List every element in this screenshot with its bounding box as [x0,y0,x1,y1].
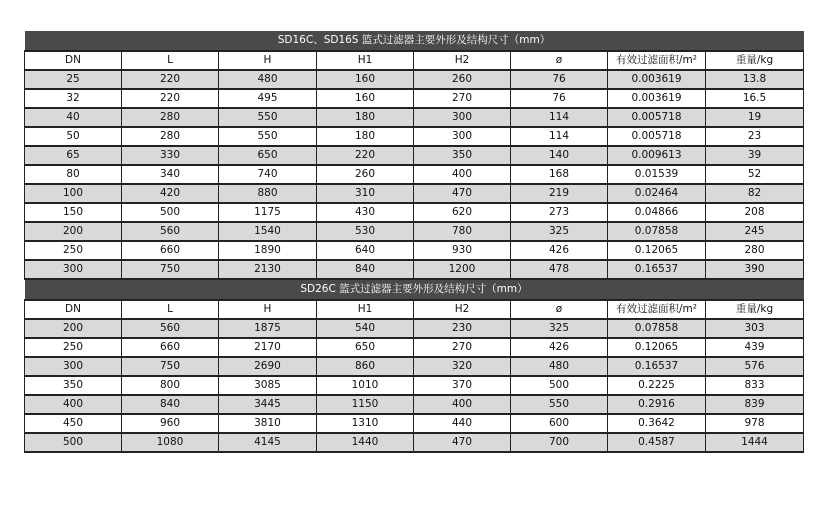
cell-h: 740 [219,165,317,184]
cell-weight: 1444 [706,433,804,452]
column-header-weight: 重量/kg [706,51,804,70]
cell-h1: 1310 [317,414,414,433]
cell-filter-area: 0.01539 [608,165,706,184]
cell-l: 220 [122,89,219,108]
cell-h2: 260 [414,70,511,89]
cell-l: 280 [122,127,219,146]
cell-dn: 300 [25,260,122,279]
cell-filter-area: 0.02464 [608,184,706,203]
column-header-dn: DN [25,51,122,70]
cell-l: 340 [122,165,219,184]
cell-diameter: 600 [511,414,608,433]
cell-l: 960 [122,414,219,433]
cell-filter-area: 0.4587 [608,433,706,452]
cell-diameter: 500 [511,376,608,395]
cell-h2: 930 [414,241,511,260]
cell-h: 550 [219,127,317,146]
cell-h2: 370 [414,376,511,395]
column-header-h2: H2 [414,300,511,319]
cell-h1: 160 [317,70,414,89]
cell-dn: 80 [25,165,122,184]
cell-dn: 150 [25,203,122,222]
cell-weight: 19 [706,108,804,127]
column-header-diameter: ø [511,300,608,319]
cell-l: 330 [122,146,219,165]
cell-diameter: 325 [511,222,608,241]
cell-h2: 350 [414,146,511,165]
cell-diameter: 76 [511,70,608,89]
cell-weight: 13.8 [706,70,804,89]
column-header-h: H [219,300,317,319]
cell-filter-area: 0.2916 [608,395,706,414]
column-header-h2: H2 [414,51,511,70]
table-row [25,395,804,414]
table-row [25,414,804,433]
cell-l: 660 [122,241,219,260]
cell-diameter: 76 [511,89,608,108]
table-row [25,222,804,241]
column-header-diameter: ø [511,51,608,70]
table-row [25,127,804,146]
cell-h: 550 [219,108,317,127]
table-row [25,376,804,395]
cell-h1: 530 [317,222,414,241]
cell-h2: 400 [414,165,511,184]
column-header-filter-area: 有效过滤面积/m² [608,51,706,70]
cell-weight: 208 [706,203,804,222]
header-row [25,51,804,70]
cell-l: 750 [122,357,219,376]
cell-h2: 780 [414,222,511,241]
cell-dn: 25 [25,70,122,89]
cell-h1: 860 [317,357,414,376]
cell-h2: 270 [414,338,511,357]
cell-h: 650 [219,146,317,165]
column-header-filter-area: 有效过滤面积/m² [608,300,706,319]
cell-filter-area: 0.12065 [608,338,706,357]
cell-diameter: 480 [511,357,608,376]
cell-weight: 52 [706,165,804,184]
cell-h1: 1010 [317,376,414,395]
cell-diameter: 114 [511,108,608,127]
cell-h1: 840 [317,260,414,279]
cell-diameter: 700 [511,433,608,452]
table-row [25,260,804,279]
cell-weight: 439 [706,338,804,357]
cell-weight: 82 [706,184,804,203]
cell-filter-area: 0.3642 [608,414,706,433]
cell-dn: 65 [25,146,122,165]
cell-filter-area: 0.12065 [608,241,706,260]
header-row [25,300,804,319]
table-row [25,165,804,184]
cell-h: 1875 [219,319,317,338]
table-row [25,184,804,203]
cell-h2: 230 [414,319,511,338]
table-title-row [25,279,804,300]
cell-filter-area: 0.07858 [608,319,706,338]
cell-weight: 576 [706,357,804,376]
cell-weight: 39 [706,146,804,165]
cell-weight: 16.5 [706,89,804,108]
cell-filter-area: 0.005718 [608,108,706,127]
table-row [25,70,804,89]
cell-h: 495 [219,89,317,108]
cell-l: 560 [122,222,219,241]
column-header-h: H [219,51,317,70]
column-header-weight: 重量/kg [706,300,804,319]
column-header-h1: H1 [317,51,414,70]
cell-h2: 300 [414,127,511,146]
table-row [25,241,804,260]
cell-dn: 200 [25,222,122,241]
cell-filter-area: 0.16537 [608,260,706,279]
table-row [25,357,804,376]
cell-diameter: 219 [511,184,608,203]
cell-diameter: 273 [511,203,608,222]
cell-filter-area: 0.07858 [608,222,706,241]
cell-filter-area: 0.005718 [608,127,706,146]
cell-h: 2170 [219,338,317,357]
cell-diameter: 140 [511,146,608,165]
cell-h2: 400 [414,395,511,414]
cell-h1: 180 [317,127,414,146]
cell-weight: 245 [706,222,804,241]
cell-h: 2130 [219,260,317,279]
cell-h2: 1200 [414,260,511,279]
dimension-table [24,31,804,453]
table-row [25,203,804,222]
cell-diameter: 168 [511,165,608,184]
cell-diameter: 325 [511,319,608,338]
table-title: SD16C、SD16S 篮式过滤器主要外形及结构尺寸（mm） [25,31,804,51]
cell-dn: 50 [25,127,122,146]
table-row [25,89,804,108]
cell-h: 4145 [219,433,317,452]
table-row [25,319,804,338]
cell-h: 3445 [219,395,317,414]
cell-h: 880 [219,184,317,203]
table-row [25,146,804,165]
cell-h: 3085 [219,376,317,395]
cell-filter-area: 0.003619 [608,70,706,89]
cell-h1: 640 [317,241,414,260]
cell-h2: 440 [414,414,511,433]
spec-tables [24,31,803,453]
column-header-dn: DN [25,300,122,319]
cell-h2: 620 [414,203,511,222]
cell-weight: 280 [706,241,804,260]
cell-dn: 450 [25,414,122,433]
table-row [25,108,804,127]
cell-h2: 300 [414,108,511,127]
cell-l: 750 [122,260,219,279]
cell-diameter: 114 [511,127,608,146]
table-row [25,338,804,357]
cell-diameter: 478 [511,260,608,279]
cell-dn: 500 [25,433,122,452]
table-row [25,433,804,452]
cell-dn: 300 [25,357,122,376]
cell-h: 1540 [219,222,317,241]
cell-h1: 1440 [317,433,414,452]
cell-h1: 180 [317,108,414,127]
cell-l: 840 [122,395,219,414]
cell-h2: 470 [414,184,511,203]
cell-l: 800 [122,376,219,395]
cell-h: 1175 [219,203,317,222]
cell-l: 660 [122,338,219,357]
cell-weight: 833 [706,376,804,395]
cell-h1: 160 [317,89,414,108]
table-title-row [25,31,804,51]
cell-h1: 430 [317,203,414,222]
cell-l: 1080 [122,433,219,452]
cell-dn: 100 [25,184,122,203]
cell-h2: 470 [414,433,511,452]
cell-filter-area: 0.16537 [608,357,706,376]
cell-dn: 400 [25,395,122,414]
column-header-l: L [122,300,219,319]
cell-weight: 839 [706,395,804,414]
cell-dn: 250 [25,241,122,260]
cell-dn: 40 [25,108,122,127]
column-header-l: L [122,51,219,70]
cell-dn: 200 [25,319,122,338]
cell-h1: 310 [317,184,414,203]
cell-dn: 250 [25,338,122,357]
cell-l: 280 [122,108,219,127]
cell-filter-area: 0.04866 [608,203,706,222]
cell-h: 1890 [219,241,317,260]
cell-diameter: 426 [511,241,608,260]
cell-filter-area: 0.003619 [608,89,706,108]
cell-h1: 540 [317,319,414,338]
cell-l: 500 [122,203,219,222]
cell-weight: 390 [706,260,804,279]
cell-diameter: 550 [511,395,608,414]
cell-weight: 978 [706,414,804,433]
dimension-table-body [25,31,804,452]
cell-filter-area: 0.009613 [608,146,706,165]
cell-h: 3810 [219,414,317,433]
cell-diameter: 426 [511,338,608,357]
cell-weight: 23 [706,127,804,146]
cell-h1: 1150 [317,395,414,414]
cell-h2: 320 [414,357,511,376]
cell-h1: 220 [317,146,414,165]
cell-filter-area: 0.2225 [608,376,706,395]
cell-h: 480 [219,70,317,89]
table-title: SD26C 篮式过滤器主要外形及结构尺寸（mm） [25,279,804,300]
cell-h: 2690 [219,357,317,376]
cell-dn: 350 [25,376,122,395]
column-header-h1: H1 [317,300,414,319]
cell-h1: 260 [317,165,414,184]
cell-l: 420 [122,184,219,203]
cell-h1: 650 [317,338,414,357]
cell-dn: 32 [25,89,122,108]
cell-l: 560 [122,319,219,338]
cell-weight: 303 [706,319,804,338]
cell-l: 220 [122,70,219,89]
cell-h2: 270 [414,89,511,108]
